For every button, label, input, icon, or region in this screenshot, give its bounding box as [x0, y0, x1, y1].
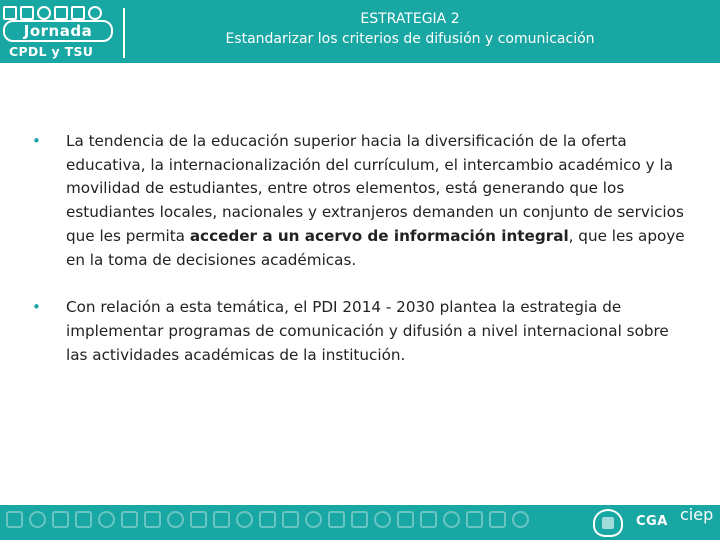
bullet-item — [32, 130, 692, 272]
calendar-icon — [52, 511, 69, 528]
grid-icon — [282, 511, 299, 528]
bullet-item — [32, 296, 692, 367]
clock-icon — [443, 511, 460, 528]
page-title-block — [130, 9, 690, 49]
footer-icon-pattern — [0, 511, 570, 535]
university-seal-icon — [593, 509, 623, 537]
clock-icon — [29, 511, 46, 528]
bullet-dot-icon: • — [32, 132, 41, 150]
monitor-icon — [213, 511, 230, 528]
logo-name: Jornada — [3, 20, 113, 42]
bullet-dot-icon: • — [32, 298, 41, 317]
bullet-bold-text: acceder a un acervo de información integral — [189, 226, 569, 245]
ciep-logo: ciep — [680, 505, 714, 524]
monitor-icon — [54, 6, 68, 20]
user-icon — [512, 511, 529, 528]
monitor-icon — [351, 511, 368, 528]
grid-icon — [3, 6, 17, 20]
slide-content — [32, 130, 692, 391]
clock-icon — [167, 511, 184, 528]
logo-divider — [123, 8, 125, 58]
header-band — [0, 0, 720, 63]
document-icon — [121, 511, 138, 528]
bullet-text: La tendencia de la educación superior hacia la diversificación de la oferta educativa, la internacionalización del currículum, el intercambio académico y la movilidad de estudiantes, entre otros elementos, está generando que los estudiantes locales, nacionales y extranjeros demanden un conjunto de servicios que les permita — [66, 132, 684, 245]
grid-icon — [6, 511, 23, 528]
grid-icon — [420, 511, 437, 528]
cga-logo: CGA — [636, 514, 668, 529]
calendar-icon — [20, 6, 34, 20]
monitor-icon — [489, 511, 506, 528]
page-subtitle: Estandarizar los criterios de difusión y comunicación — [225, 31, 595, 47]
page-title: ESTRATEGIA 2 — [360, 11, 460, 27]
user-icon — [236, 511, 253, 528]
user-icon — [374, 511, 391, 528]
calendar-icon — [190, 511, 207, 528]
grid-icon — [144, 511, 161, 528]
calendar-icon — [466, 511, 483, 528]
user-icon — [98, 511, 115, 528]
monitor-icon — [75, 511, 92, 528]
bullet-text-end: , que les apoye en la toma de decisiones académicas. — [66, 226, 685, 269]
document-icon — [397, 511, 414, 528]
logo-subtitle: CPDL y TSU — [9, 44, 94, 59]
jornada-logo — [3, 4, 127, 60]
bullet-text: Con relación a esta temática, el PDI 2014 - 2030 plantea la estrategia de implementar programas de comunicación y difusión a nivel internacional sobre las actividades académicas de la institución. — [66, 298, 669, 364]
clock-icon — [88, 6, 102, 20]
user-icon — [37, 6, 51, 20]
calendar-icon — [328, 511, 345, 528]
document-icon — [71, 6, 85, 20]
document-icon — [259, 511, 276, 528]
clock-icon — [305, 511, 322, 528]
